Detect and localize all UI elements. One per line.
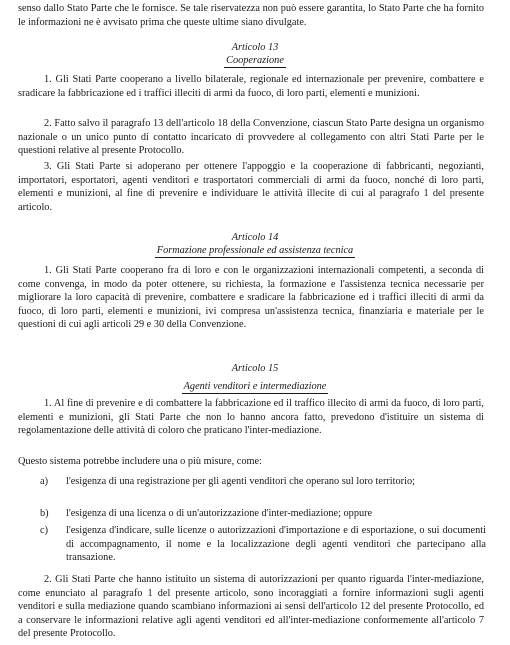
list-item-text: l'esigenza di una licenza o di un'autorizzazione d'inter-mediazione; oppure <box>66 508 373 519</box>
article-13-subtitle <box>0 54 510 68</box>
article-14-subtitle <box>0 244 510 258</box>
article-14-paragraph-1: 1. Gli Stati Parte cooperano fra di loro e con le organizzazioni internazionali competenti, a seconda di come convenga, in modo da poter ottenere, su richiesta, la formazione e l'assistenza tecnica necessarie per migliorare la loro capacità di prevenire, combattere e sradicare la fabbricazione ed i traffici illeciti di armi da fuoco, di loro parti, elementi e munizioni, ivi compresa un'assistenza tecnica, finanziaria e materiale per le questioni di cui agli articoli 29 e 30 della Convenzione. <box>18 265 484 331</box>
intro-paragraph: senso dallo Stato Parte che le fornisce. Se tale riservatezza non può essere garantita, lo Stato Parte che ha fornito le informazioni ne è avvisato prima che queste ultime siano divulgate. <box>18 3 484 28</box>
list-marker: a) <box>40 476 48 487</box>
list-item-a <box>40 475 486 489</box>
article-15-subtitle <box>0 380 510 394</box>
article-13-paragraph-2: 2. Fatto salvo il paragrafo 13 dell'articolo 18 della Convenzione, ciascun Stato Parte designa un organismo nazionale o un unico punto di contatto incaricato di provvedere al collegamento con altri Stati Parte per le questioni relative al presente Protocollo. <box>18 118 484 157</box>
list-marker: b) <box>40 508 49 519</box>
article-13-subtitle-text: Cooperazione <box>226 55 284 66</box>
list-item-text: l'esigenza d'indicare, sulle licenze o autorizzazioni d'importazione e di esportazione, o sui documenti di accompagnamento, il nome e la localizzazione degli agenti venditori che partecipano alla transazione. <box>66 525 486 564</box>
article-15-paragraph-1: 1. Al fine di prevenire e di combattere la fabbricazione ed il traffico illecito di armi da fuoco, di loro parti, elementi e munizioni, gli Stati Parte che non lo hanno ancora fatto, prevedono d'istituire un sistema di regolamentazione delle attività di coloro che praticano l'inter-mediazione. <box>18 398 484 437</box>
list-item-b <box>40 507 486 521</box>
list-item-c <box>40 524 486 565</box>
article-14-subtitle-text: Formazione professionale ed assistenza tecnica <box>156 245 354 256</box>
article-15-subtitle-text: Agenti venditori e intermediazione <box>183 381 327 392</box>
article-13-paragraph-1: 1. Gli Stati Parte cooperano a livello bilaterale, regionale ed internazionale per prevenire, combattere e sradicare la fabbricazione ed i traffici illeciti di armi da fuoco, di loro parti, elementi e munizioni. <box>18 74 484 99</box>
list-item-text: l'esigenza di una registrazione per gli agenti venditori che operano sul loro territorio; <box>66 476 415 487</box>
article-15-title: Articolo 15 <box>231 363 279 374</box>
article-13-title: Articolo 13 <box>231 42 279 53</box>
article-13-paragraph-3: 3. Gli Stati Parte si adoperano per ottenere l'appoggio e la cooperazione di fabbricanti, negozianti, importatori, esportatori, agenti venditori e trasportatori commerciali di armi da fuoco, nonché di loro parti, elementi e munizioni, al fine di prevenire e individuare le attività illecite di cui al paragrafo 1 del presente articolo. <box>18 161 484 213</box>
article-15-paragraph-2: 2. Gli Stati Parte che hanno istituito un sistema di autorizzazioni per quanto riguarda l'inter-mediazione, come enunciato al paragrafo 1 del presente articolo, sono incoraggiati a fornire informazioni sugli agenti venditori e sulla mediazione quando scambiano informazioni ai sensi dell'articolo 12 del presente Protocollo, ed a conservare le informazioni relative agli agenti venditori ed all'inter-mediazione conformemente all'articolo 7 del presente Protocollo. <box>18 574 484 640</box>
article-15-list-intro: Questo sistema potrebbe includere una o più misure, come: <box>18 456 262 467</box>
article-14-title: Articolo 14 <box>231 232 279 243</box>
list-marker: c) <box>40 525 48 536</box>
